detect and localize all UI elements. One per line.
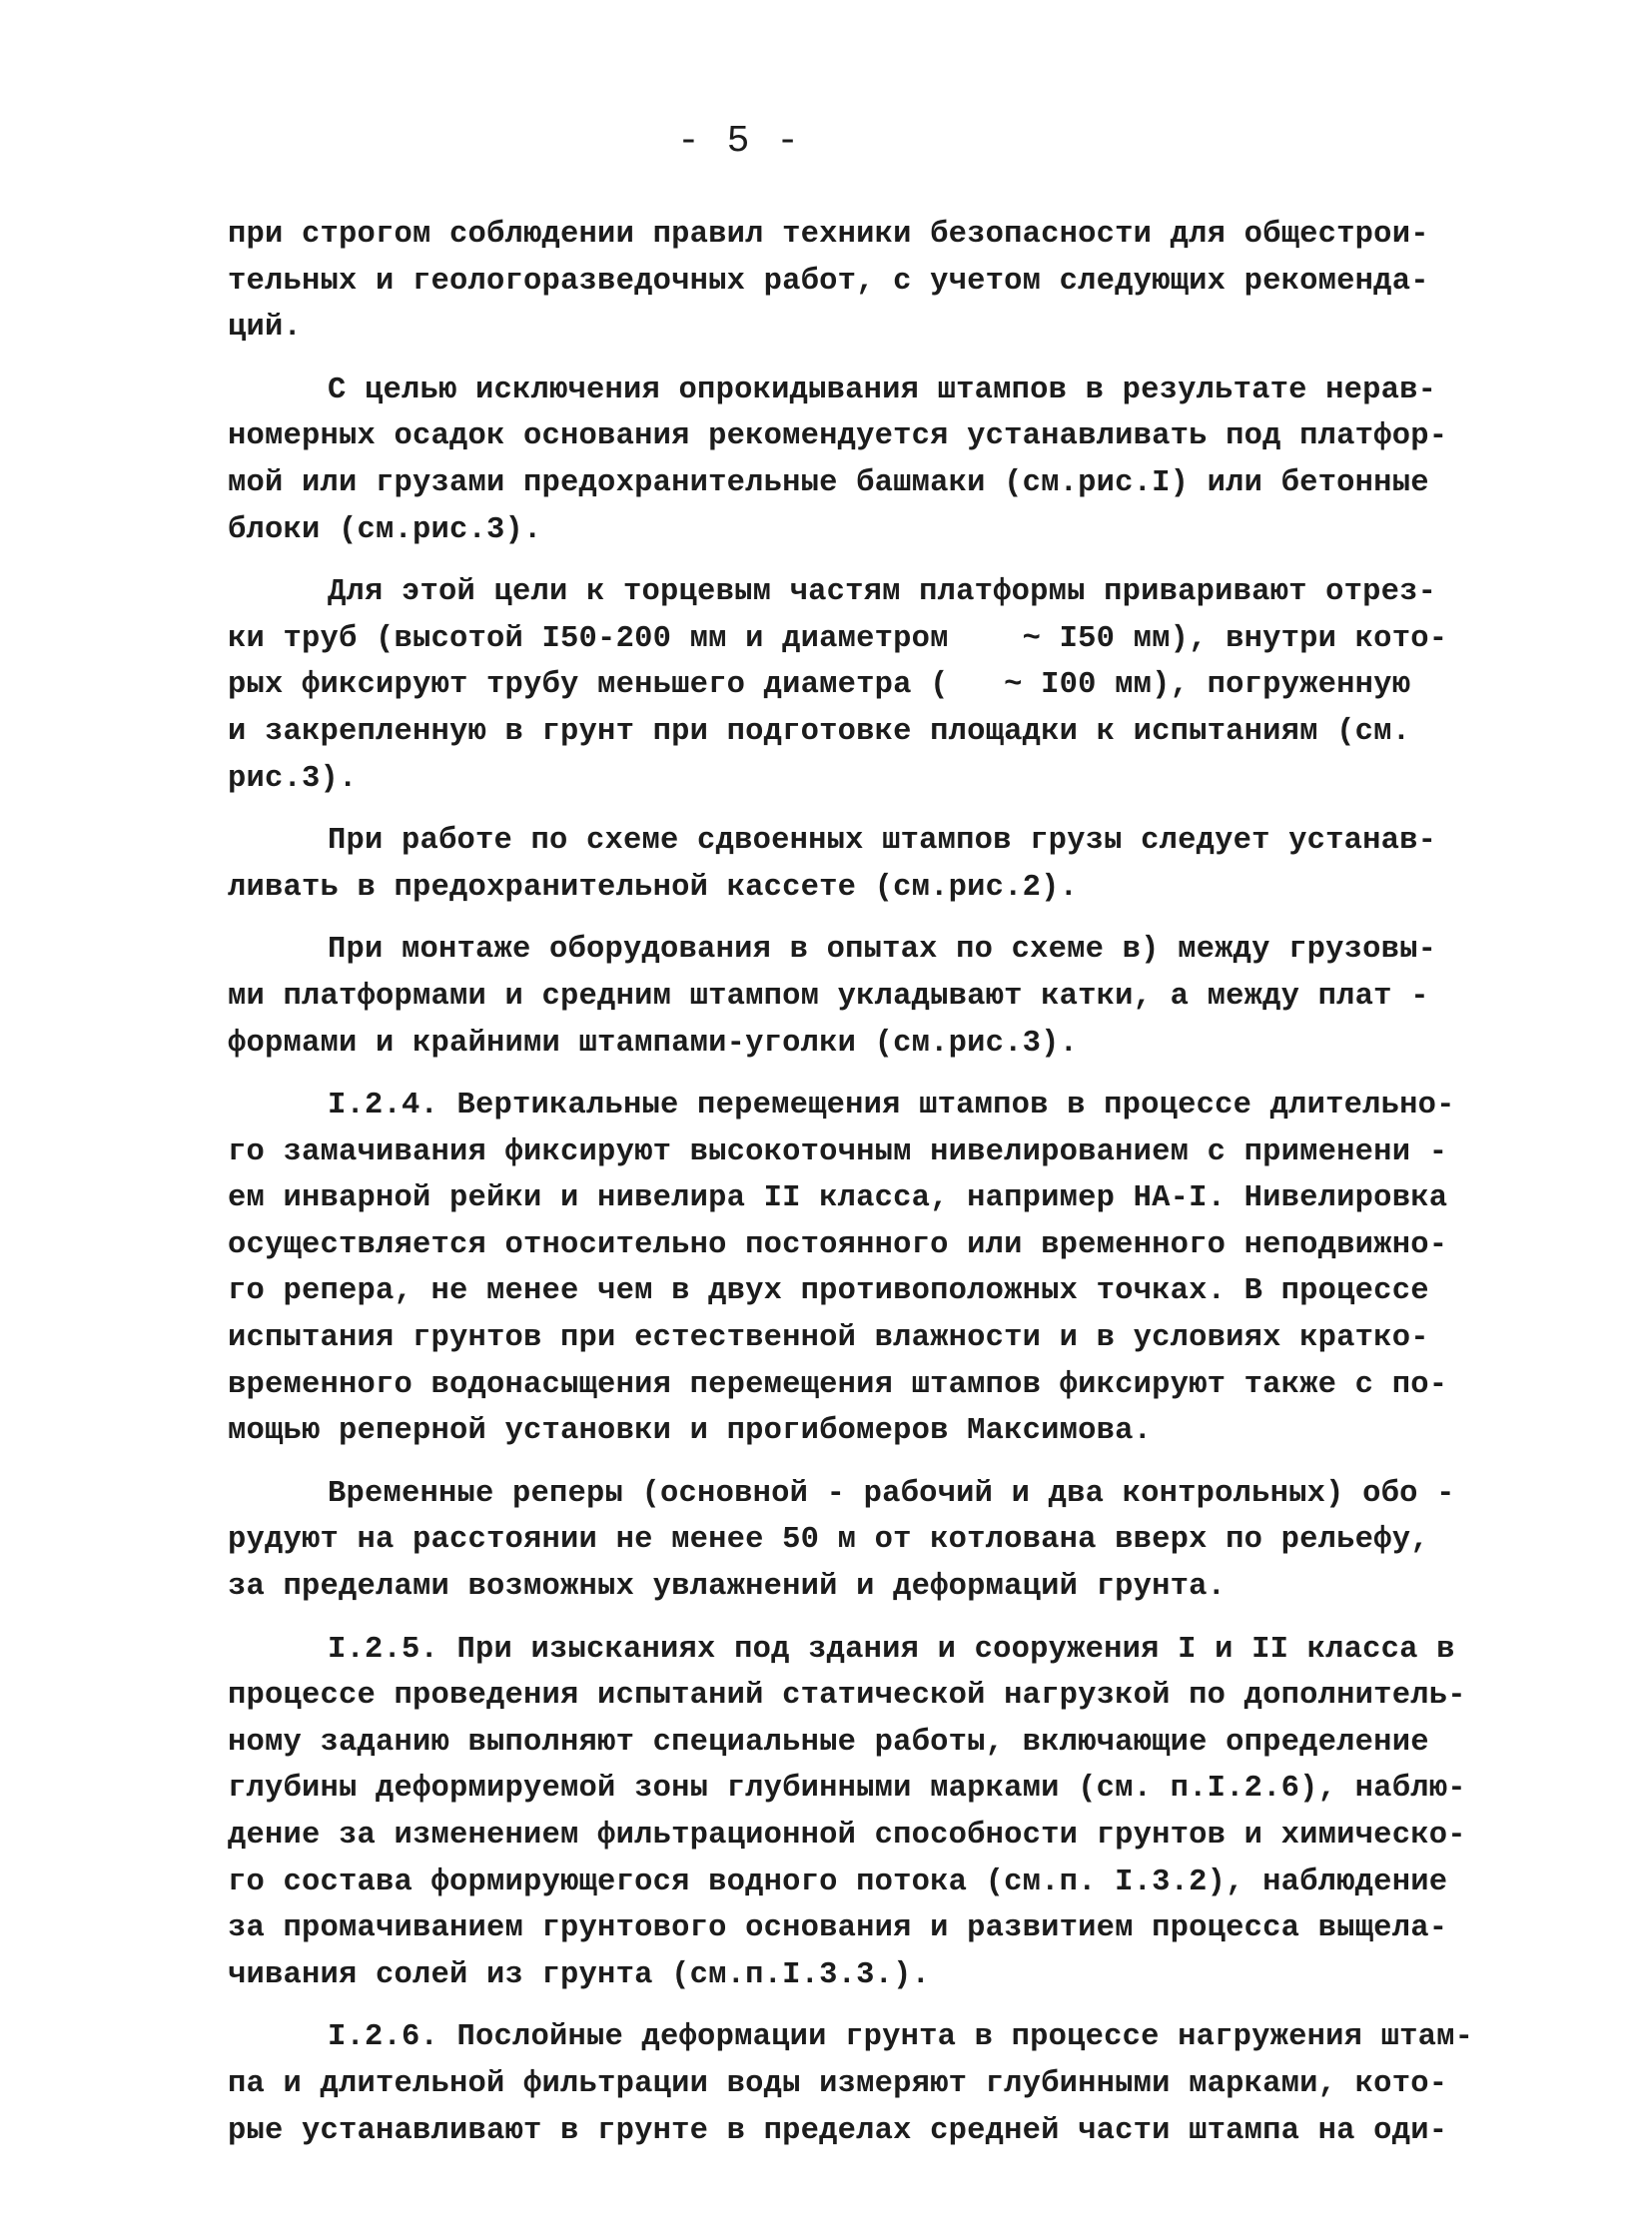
text-line: глубины деформируемой зоны глубинными марками (см. п.I.2.6), наблю-: [228, 1772, 1466, 1807]
text-line: рых фиксируют трубу меньшего диаметра ( ~ I00 мм), погруженную: [228, 668, 1411, 703]
text-line: Временные реперы (основной - рабочий и два контрольных) обо -: [328, 1476, 1455, 1511]
text-line: за промачиванием грунтового основания и развитием процесса выщела-: [228, 1911, 1448, 1946]
paragraph: [228, 368, 1488, 553]
text-line: па и длительной фильтрации воды измеряют глубинными марками, кото-: [228, 2066, 1448, 2101]
text-line: ки труб (высотой I50-200 мм и диаметром ~ I50 мм), внутри кото-: [228, 621, 1448, 656]
text-line: При работе по схеме сдвоенных штампов грузы следует устанав-: [328, 824, 1437, 859]
text-line: номерных осадок основания рекомендуется устанавливать под платфор-: [228, 419, 1448, 454]
text-line: ций.: [228, 311, 303, 346]
paragraph: [228, 569, 1488, 802]
text-line: мощью реперной установки и прогибомеров Максимова.: [228, 1414, 1153, 1449]
text-line: При монтаже оборудования в опытах по схеме в) между грузовы-: [328, 933, 1437, 968]
text-line: мой или грузами предохранительные башмаки (см.рис.I) или бетонные: [228, 465, 1429, 500]
paragraph: [228, 927, 1488, 1067]
text-line: го состава формирующегося водного потока (см.п. I.3.2), наблюдение: [228, 1865, 1448, 1899]
text-line: ем инварной рейки и нивелира II класса, например НА-I. Нивелировка: [228, 1181, 1448, 1216]
text-line: испытания грунтов при естественной влажности и в условиях кратко-: [228, 1321, 1429, 1356]
text-line: го репера, не менее чем в двух противоположных точках. В процессе: [228, 1274, 1429, 1309]
text-line: тельных и геологоразведочных работ, с учетом следующих рекоменда-: [228, 264, 1429, 299]
page-number: - 5 -: [676, 120, 802, 163]
paragraph: [228, 1471, 1488, 1611]
text-line: чивания солей из грунта (см.п.I.3.3.).: [228, 1957, 931, 1992]
paragraph: [228, 1627, 1488, 1999]
paragraph: [228, 1083, 1488, 1455]
paragraph: [228, 818, 1488, 911]
text-line: формами и крайними штампами-уголки (см.рис.3).: [228, 1026, 1079, 1061]
text-line: осуществляется относительно постоянного или временного неподвижно-: [228, 1227, 1448, 1262]
text-line: блоки (см.рис.3).: [228, 512, 542, 547]
text-line: ному заданию выполняют специальные работы, включающие определение: [228, 1725, 1429, 1760]
text-line: I.2.6. Послойные деформации грунта в процессе нагружения штам-: [328, 2020, 1474, 2055]
paragraph: [228, 2014, 1488, 2154]
text-line: при строгом соблюдении правил техники безопасности для общестрои-: [228, 218, 1429, 252]
text-line: I.2.5. При изысканиях под здания и сооружения I и II класса в: [328, 1632, 1455, 1667]
text-line: рудуют на расстоянии не менее 50 м от котлована вверх по рельефу,: [228, 1523, 1429, 1558]
paragraph: [228, 212, 1488, 352]
text-line: временного водонасыщения перемещения штампов фиксируют также с по-: [228, 1367, 1448, 1402]
text-line: рис.3).: [228, 761, 358, 796]
text-line: Для этой цели к торцевым частям платформы приваривают отрез-: [328, 575, 1437, 610]
text-line: I.2.4. Вертикальные перемещения штампов в процессе длительно-: [328, 1089, 1455, 1123]
text-line: и закрепленную в грунт при подготовке площадки к испытаниям (см.: [228, 714, 1411, 749]
text-line: за пределами возможных увлажнений и деформаций грунта.: [228, 1570, 1227, 1605]
text-line: го замачивания фиксируют высокоточным нивелированием с применени -: [228, 1134, 1448, 1169]
text-line: дение за изменением фильтрационной способности грунтов и химическо-: [228, 1819, 1466, 1853]
text-line: С целью исключения опрокидывания штампов в результате нерав-: [328, 373, 1437, 407]
text-line: рые устанавливают в грунте в пределах средней части штампа на оди-: [228, 2113, 1448, 2148]
text-line: процессе проведения испытаний статической нагрузкой по дополнитель-: [228, 1679, 1466, 1714]
text-line: ливать в предохранительной кассете (см.рис.2).: [228, 870, 1079, 905]
text-line: ми платформами и средним штампом укладывают катки, а между плат -: [228, 979, 1429, 1014]
body-text: [228, 212, 1488, 2170]
